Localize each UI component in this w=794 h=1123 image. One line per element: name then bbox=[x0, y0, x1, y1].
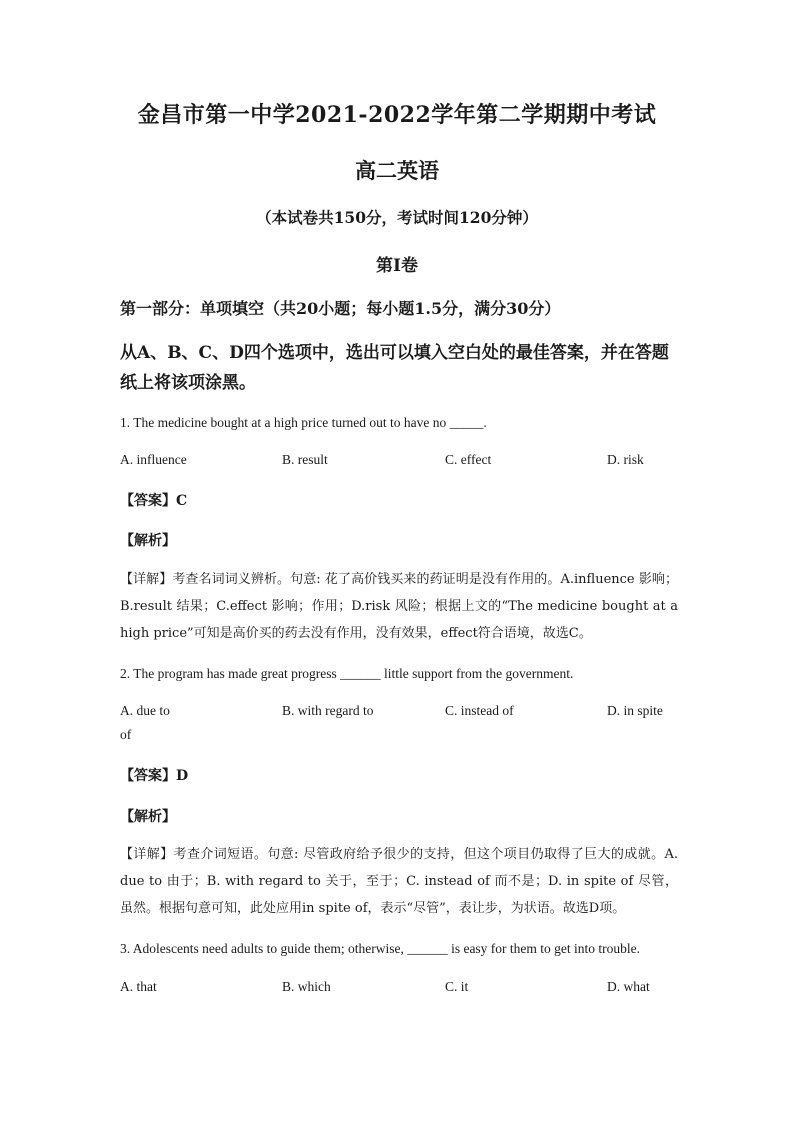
question-1-analysis: 【解析】 bbox=[120, 533, 176, 549]
question-2-option-d: D. in spite bbox=[607, 703, 663, 718]
question-2-answer: 【答案】D bbox=[120, 768, 189, 784]
question-1-detail: 【详解】考查名词词义辨析。句意: 花了高价钱买来的药证明是没有作用的。A.influence 影响；B.result 结果；C.effect 影响；作用；D.risk 风险；根据上文的“The medicine bought at a high price”可知是高价买的药去没有作用，没有效果，effect符合语境，故选C。 bbox=[120, 572, 678, 641]
exam-note: （本试卷共150分，考试时间120分钟） bbox=[256, 208, 538, 227]
section-instruction: 从A、B、C、D四个选项中，选出可以填入空白处的最佳答案，并在答题纸上将该项涂黑。 bbox=[120, 343, 669, 393]
question-1-stem: 1. The medicine bought at a high price turned out to have no _____. bbox=[120, 415, 487, 430]
section-heading: 第一部分：单项填空（共20小题；每小题1.5分，满分30分） bbox=[120, 299, 561, 318]
question-3-option-d: D. what bbox=[607, 979, 650, 994]
exam-title: 金昌市第一中学2021-2022学年第二学期期中考试 bbox=[137, 102, 657, 128]
question-2-detail: 【详解】考查介词短语。句意: 尽管政府给予很少的支持，但这个项目仍取得了巨大的成就。A. due to 由于；B. with regard to 关于，至于；C. instead of 而不是；D. in spite of 尽管，虽然。根据句意可知，此处应用in spite of，表示“尽管”，表让步，为状语。故选D项。 bbox=[120, 847, 678, 916]
question-3-option-c: C. it bbox=[445, 979, 469, 994]
question-2-option-d-wrap: of bbox=[120, 727, 132, 742]
question-1-option-c: C. effect bbox=[445, 452, 492, 467]
question-2-option-b: B. with regard to bbox=[282, 703, 374, 718]
question-3-stem: 3. Adolescents need adults to guide them; otherwise, ______ is easy for them to get into trouble. bbox=[120, 941, 641, 956]
volume-label: 第I卷 bbox=[376, 256, 418, 276]
question-2-stem: 2. The program has made great progress ______ little support from the government. bbox=[120, 666, 574, 681]
question-1-answer: 【答案】C bbox=[120, 493, 188, 509]
question-2-analysis: 【解析】 bbox=[120, 809, 176, 825]
question-3-option-a: A. that bbox=[120, 979, 157, 994]
question-2-option-c: C. instead of bbox=[445, 703, 514, 718]
question-2-option-a: A. due to bbox=[120, 703, 170, 718]
question-1-option-b: B. result bbox=[282, 452, 328, 467]
question-1-option-a: A. influence bbox=[120, 452, 187, 467]
exam-subtitle: 高二英语 bbox=[355, 158, 439, 183]
question-1-option-d: D. risk bbox=[607, 452, 644, 467]
question-3-option-b: B. which bbox=[282, 979, 331, 994]
